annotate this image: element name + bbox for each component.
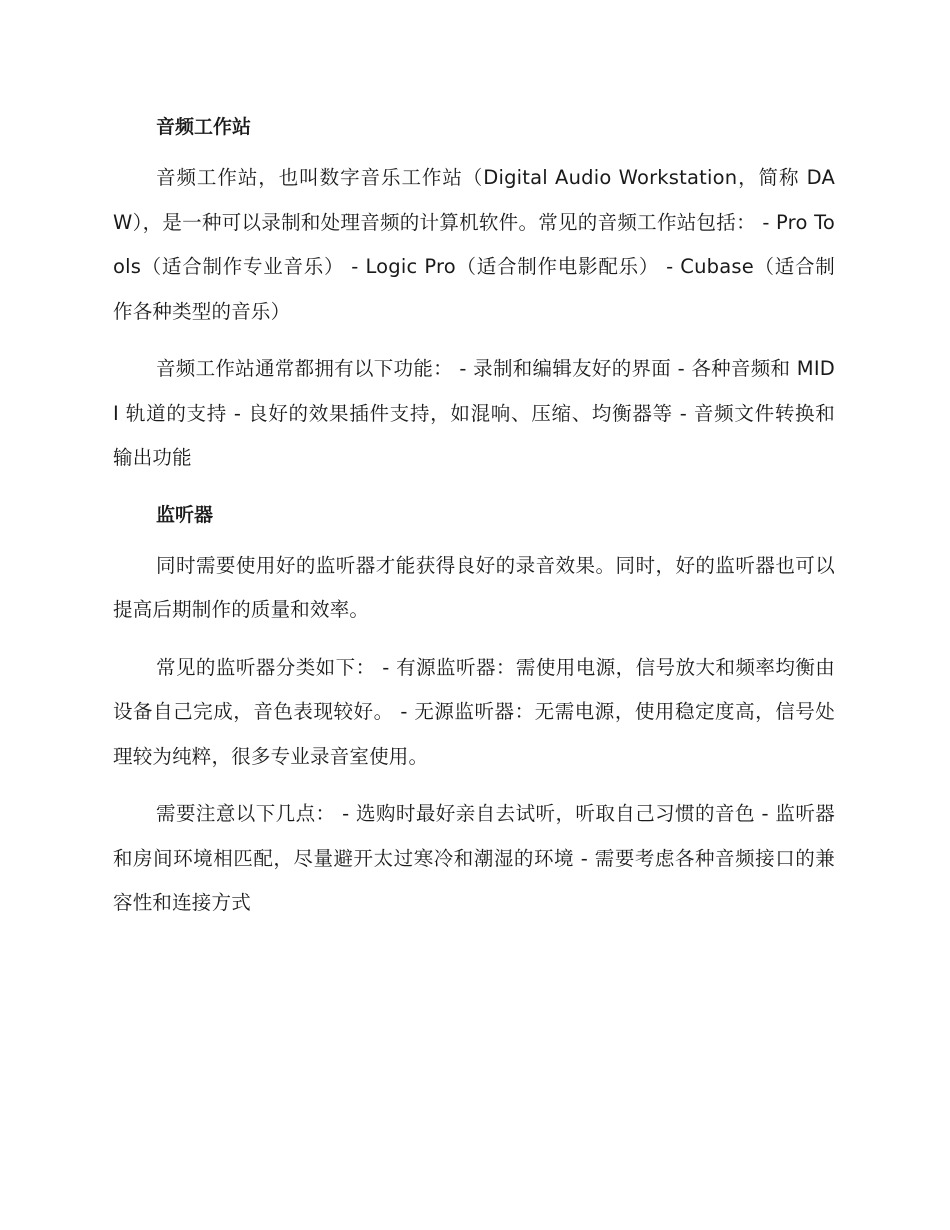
section-heading: 音频工作站: [156, 116, 252, 138]
paragraph: 常见的监听器分类如下： - 有源监听器：需使用电源，信号放大和频率均衡由设备自己完成，音色表现较好。 - 无源监听器：无需电源，使用稳定度高，信号处理较为纯粹，很多专业录音室使用。: [113, 655, 835, 768]
section-monitor: [113, 500, 835, 926]
section-heading: 监听器: [156, 503, 214, 526]
paragraph: 音频工作站通常都拥有以下功能： - 录制和编辑友好的界面 - 各种音频和 MIDI 轨道的支持 - 良好的效果插件支持，如混响、压缩、均衡器等 - 音频文件转换和输出功能: [113, 357, 835, 469]
paragraph: 音频工作站，也叫数字音乐工作站（Digital Audio Workstation，简称 DAW），是一种可以录制和处理音频的计算机软件。常见的音频工作站包括： - Pro Tools（适合制作专业音乐） - Logic Pro（适合制作电影配乐） - Cubase（适合制作各种类型的音乐）: [113, 166, 835, 323]
paragraph: 同时需要使用好的监听器才能获得良好的录音效果。同时，好的监听器也可以提高后期制作的质量和效率。: [113, 553, 835, 621]
document-page: [113, 112, 835, 939]
paragraph: 需要注意以下几点： - 选购时最好亲自去试听，听取自己习惯的音色 - 监听器和房间环境相匹配，尽量避开太过寒冷和潮湿的环境 - 需要考虑各种音频接口的兼容性和连接方式: [113, 802, 835, 914]
section-daw: [113, 112, 835, 481]
